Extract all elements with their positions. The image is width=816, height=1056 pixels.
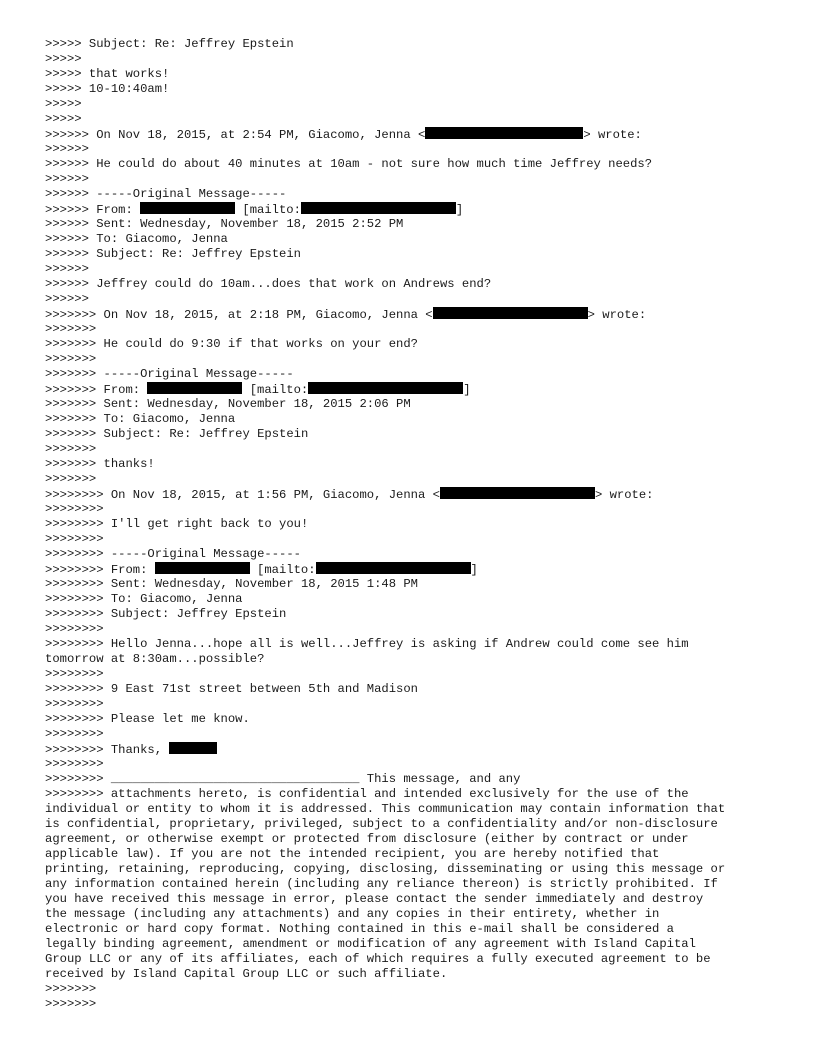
quote-line: >>>>>>> [45, 982, 97, 996]
mailto-label: [mailto: [242, 383, 309, 397]
disclaimer-line: is confidential, proprietary, privileged, subject to a confidentiality and/or non-disclosure [45, 817, 718, 831]
redaction-block [308, 382, 463, 394]
quote-line: >>>>>>>> [45, 757, 104, 771]
reply-header-tail: > wrote: [583, 128, 642, 142]
quote-line: >>>>>>>> [45, 667, 104, 681]
disclaimer-line: individual or entity to whom it is addressed. This communication may contain information that [45, 802, 726, 816]
from-line [45, 562, 785, 577]
quote-line: >>>>> [45, 52, 82, 66]
quote-line: >>>>>>> [45, 442, 97, 456]
quote-line: >>>>>> [45, 262, 89, 276]
message-line: >>>>>>> He could do 9:30 if that works on your end? [45, 337, 418, 351]
reply-header-tail: > wrote: [587, 308, 647, 322]
disclaimer-line: >>>>>>>> __________________________________ This message, and any [45, 772, 521, 786]
reply-header-line [45, 127, 785, 142]
reply-header-text: >>>>>>> On Nov 18, 2015, at 2:18 PM, Giacomo, Jenna < [45, 308, 433, 322]
redaction-block [155, 562, 250, 574]
quote-line: >>>>>>> [45, 997, 97, 1011]
disclaimer-line: agreement, or otherwise exempt or protected from disclosure (either by contract or under [45, 832, 689, 846]
subject-line: >>>>>>>> Subject: Jeffrey Epstein [45, 607, 287, 621]
address-line: >>>>>>>> 9 East 71st street between 5th and Madison [45, 682, 418, 696]
quote-line: >>>>>>>> [45, 532, 104, 546]
quote-line: >>>>>> [45, 142, 89, 156]
email-document [45, 37, 785, 1012]
disclaimer-line: the message (including any attachments) and any copies in their entirety, whether in [45, 907, 660, 921]
message-line: tomorrow at 8:30am...possible? [45, 652, 265, 666]
to-line: >>>>>>>> To: Giacomo, Jenna [45, 592, 243, 606]
quote-line: >>>>>>> [45, 322, 97, 336]
mailto-label: [mailto: [249, 563, 316, 577]
disclaimer-line: Group LLC or any of its affiliates, each of which requires a fully executed agreement to be [45, 952, 711, 966]
disclaimer-line: legally binding agreement, amendment or modification of any agreement with Island Capital [45, 937, 696, 951]
redaction-block [147, 382, 242, 394]
signoff-text: >>>>>>>> Thanks, [45, 743, 170, 757]
disclaimer-line: electronic or hard copy format. Nothing contained in this e-mail shall be considered a [45, 922, 674, 936]
signoff-line [45, 742, 785, 757]
to-line: >>>>>> To: Giacomo, Jenna [45, 232, 228, 246]
sent-line: >>>>>> Sent: Wednesday, November 18, 2015 2:52 PM [45, 217, 404, 231]
redaction-block [316, 562, 471, 574]
reply-header-text: >>>>>> On Nov 18, 2015, at 2:54 PM, Giacomo, Jenna < [45, 128, 426, 142]
subject-line: >>>>>> Subject: Re: Jeffrey Epstein [45, 247, 301, 261]
mailto-close: ] [455, 203, 464, 217]
redaction-block [169, 742, 217, 754]
mailto-close: ] [470, 563, 478, 577]
reply-header-tail: > wrote: [594, 488, 654, 502]
disclaimer-line: printing, retaining, reproducing, copying, disclosing, disseminating or using this message or [45, 862, 726, 876]
redaction-block [433, 307, 588, 319]
redaction-block [425, 127, 583, 139]
original-message-divider: >>>>>>>> -----Original Message----- [45, 547, 301, 561]
quote-line: >>>>>> [45, 172, 89, 186]
reply-header-line [45, 307, 785, 322]
quote-line: >>>>>> [45, 292, 89, 306]
mailto-label: [mailto: [235, 203, 301, 217]
disclaimer-line: applicable law). If you are not the intended recipient, you are hereby notified that [45, 847, 660, 861]
from-label: >>>>>> From: [45, 203, 141, 217]
message-line: >>>>>>> thanks! [45, 457, 155, 471]
original-message-divider: >>>>>>> -----Original Message----- [45, 367, 294, 381]
disclaimer-line: received by Island Capital Group LLC or such affiliate. [45, 967, 448, 981]
quote-line: >>>>>>>> [45, 502, 104, 516]
from-line [45, 202, 785, 217]
original-message-divider: >>>>>> -----Original Message----- [45, 187, 287, 201]
sent-line: >>>>>>>> Sent: Wednesday, November 18, 2015 1:48 PM [45, 577, 418, 591]
sent-line: >>>>>>> Sent: Wednesday, November 18, 2015 2:06 PM [45, 397, 411, 411]
disclaimer-line: >>>>>>>> attachments hereto, is confidential and intended exclusively for the use of the [45, 787, 689, 801]
message-line: >>>>>>>> I'll get right back to you! [45, 517, 309, 531]
message-line: >>>>> 10-10:40am! [45, 82, 170, 96]
disclaimer-line: any information contained herein (including any reliance thereon) is strictly prohibited. If [45, 877, 718, 891]
subject-line: >>>>>>> Subject: Re: Jeffrey Epstein [45, 427, 309, 441]
message-line: >>>>> that works! [45, 67, 170, 81]
to-line: >>>>>>> To: Giacomo, Jenna [45, 412, 236, 426]
quote-line: >>>>>>>> [45, 697, 104, 711]
from-line [45, 382, 785, 397]
quote-line: >>>>> [45, 112, 82, 126]
quote-line: >>>>>>> [45, 352, 97, 366]
redaction-block [140, 202, 235, 214]
quote-line: >>>>>>> [45, 472, 97, 486]
mailto-close: ] [463, 383, 471, 397]
message-line: >>>>>>>> Please let me know. [45, 712, 250, 726]
subject-line: >>>>> Subject: Re: Jeffrey Epstein [45, 37, 294, 51]
redaction-block [440, 487, 595, 499]
from-label: >>>>>>> From: [45, 383, 148, 397]
reply-header-line [45, 487, 785, 502]
message-line: >>>>>> Jeffrey could do 10am...does that work on Andrews end? [45, 277, 492, 291]
quote-line: >>>>> [45, 97, 82, 111]
reply-header-text: >>>>>>>> On Nov 18, 2015, at 1:56 PM, Giacomo, Jenna < [45, 488, 440, 502]
quote-line: >>>>>>>> [45, 727, 104, 741]
quote-line: >>>>>>>> [45, 622, 104, 636]
disclaimer-line: you have received this message in error, please contact the sender immediately and destroy [45, 892, 704, 906]
from-label: >>>>>>>> From: [45, 563, 155, 577]
redaction-block [301, 202, 456, 214]
message-line: >>>>>>>> Hello Jenna...hope all is well...Jeffrey is asking if Andrew could come see him [45, 637, 689, 651]
message-line: >>>>>> He could do about 40 minutes at 10am - not sure how much time Jeffrey needs? [45, 157, 653, 171]
